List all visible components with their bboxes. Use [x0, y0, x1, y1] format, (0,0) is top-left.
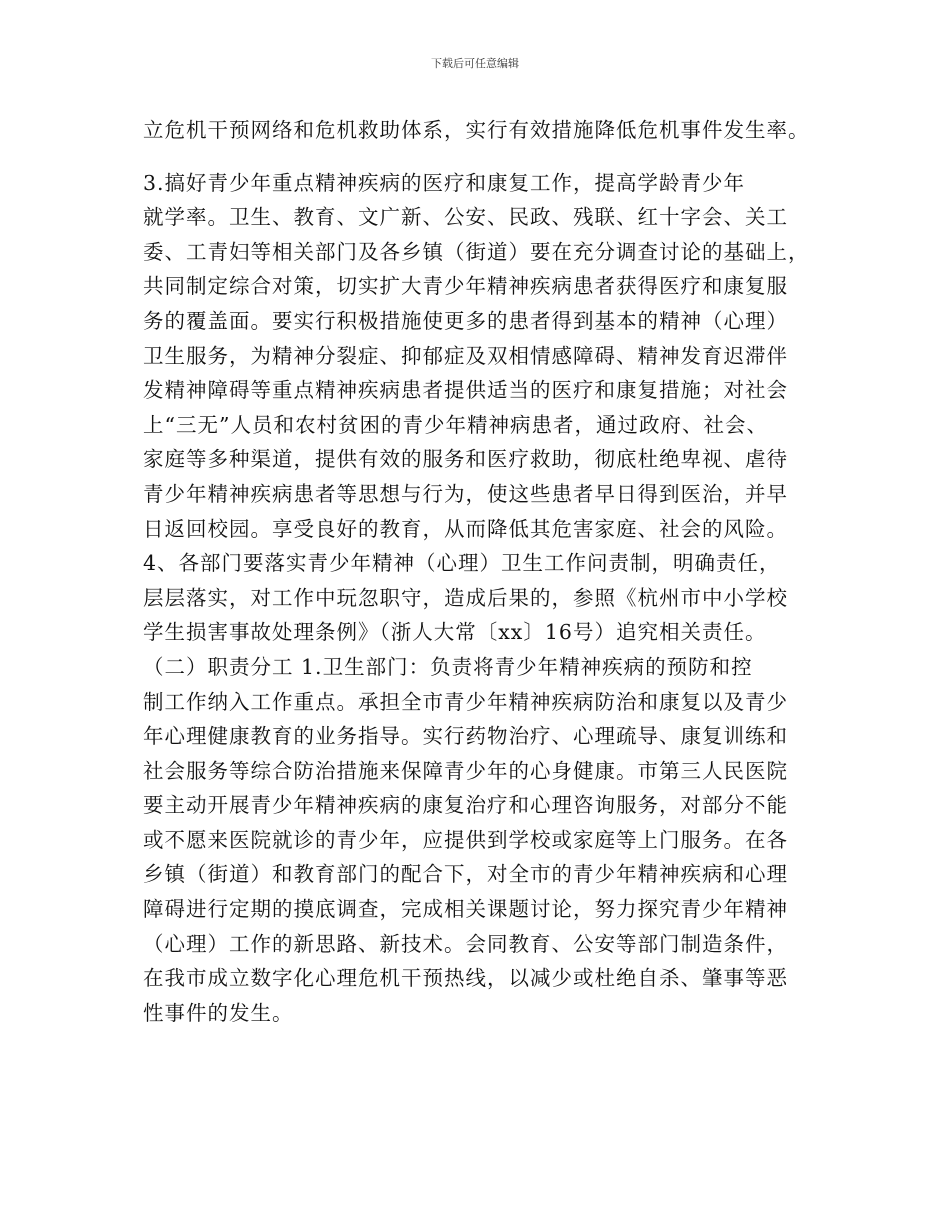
text-line: 障碍进行定期的摸底调查，完成相关课题讨论，努力探究青少年精神: [143, 897, 788, 922]
text-line: （心理）工作的新思路、新技术。会同教育、公安等部门制造条件，: [143, 931, 788, 956]
text-line: 层层落实，对工作中玩忽职守，造成后果的，参照《杭州市中小学校: [143, 585, 788, 610]
text-line: 日返回校园。享受良好的教育，从而降低其危害家庭、社会的风险。: [143, 516, 788, 541]
text-line: 或不愿来医院就诊的青少年，应提供到学校或家庭等上门服务。在各: [143, 827, 788, 852]
text-line: 共同制定综合对策，切实扩大青少年精神疾病患者获得医疗和康复服: [143, 274, 788, 299]
page-header-note: 下载后可任意编辑: [431, 57, 519, 70]
text-line: 在我市成立数字化心理危机干预热线，以减少或杜绝自杀、肇事等恶: [143, 966, 788, 991]
text-line: 社会服务等综合防治措施来保障青少年的心身健康。市第三人民医院: [143, 758, 788, 783]
text-line: （二）职责分工 1.卫生部门：负责将青少年精神疾病的预防和控: [143, 654, 753, 679]
text-line: 3.搞好青少年重点精神疾病的医疗和康复工作，提高学龄青少年: [143, 170, 746, 195]
text-line: 就学率。卫生、教育、文广新、公安、民政、残联、红十字会、关工: [143, 205, 788, 230]
text-line: 要主动开展青少年精神疾病的康复治疗和心理咨询服务，对部分不能: [143, 793, 788, 818]
text-line: 乡镇（街道）和教育部门的配合下，对全市的青少年精神疾病和心理: [143, 862, 788, 887]
text-line: 务的覆盖面。要实行积极措施使更多的患者得到基本的精神（心理）: [143, 308, 788, 333]
paragraph-gap: [143, 148, 823, 166]
text-line: 立危机干预网络和危机救助体系，实行有效措施降低危机事件发生率。: [143, 118, 810, 142]
text-line: 4、各部门要落实青少年精神（心理）卫生工作问责制，明确责任，: [143, 551, 781, 576]
text-line: 制工作纳入工作重点。承担全市青少年精神疾病防治和康复以及青少: [143, 689, 788, 714]
text-line: 性事件的发生。: [143, 1000, 294, 1025]
text-line: 年心理健康教育的业务指导。实行药物治疗、心理疏导、康复训练和: [143, 724, 788, 749]
text-line: 卫生服务，为精神分裂症、抑郁症及双相情感障碍、精神发育迟滞伴: [143, 343, 788, 368]
text-line: 发精神障碍等重点精神疾病患者提供适当的医疗和康复措施；对社会: [143, 378, 788, 403]
document-body: [143, 113, 823, 1030]
text-line: 家庭等多种渠道，提供有效的服务和医疗救助，彻底杜绝卑视、虐待: [143, 447, 788, 472]
text-line: 委、工青妇等相关部门及各乡镇（街道）要在充分调查讨论的基础上，: [143, 239, 810, 264]
text-line: 学生损害事故处理条例》（浙人大常〔xx〕16号）追究相关责任。: [143, 620, 767, 645]
text-line: 上“三无”人员和农村贫困的青少年精神病患者，通过政府、社会、: [143, 412, 768, 437]
text-line: 青少年精神疾病患者等思想与行为，使这些患者早日得到医治，并早: [143, 481, 788, 506]
